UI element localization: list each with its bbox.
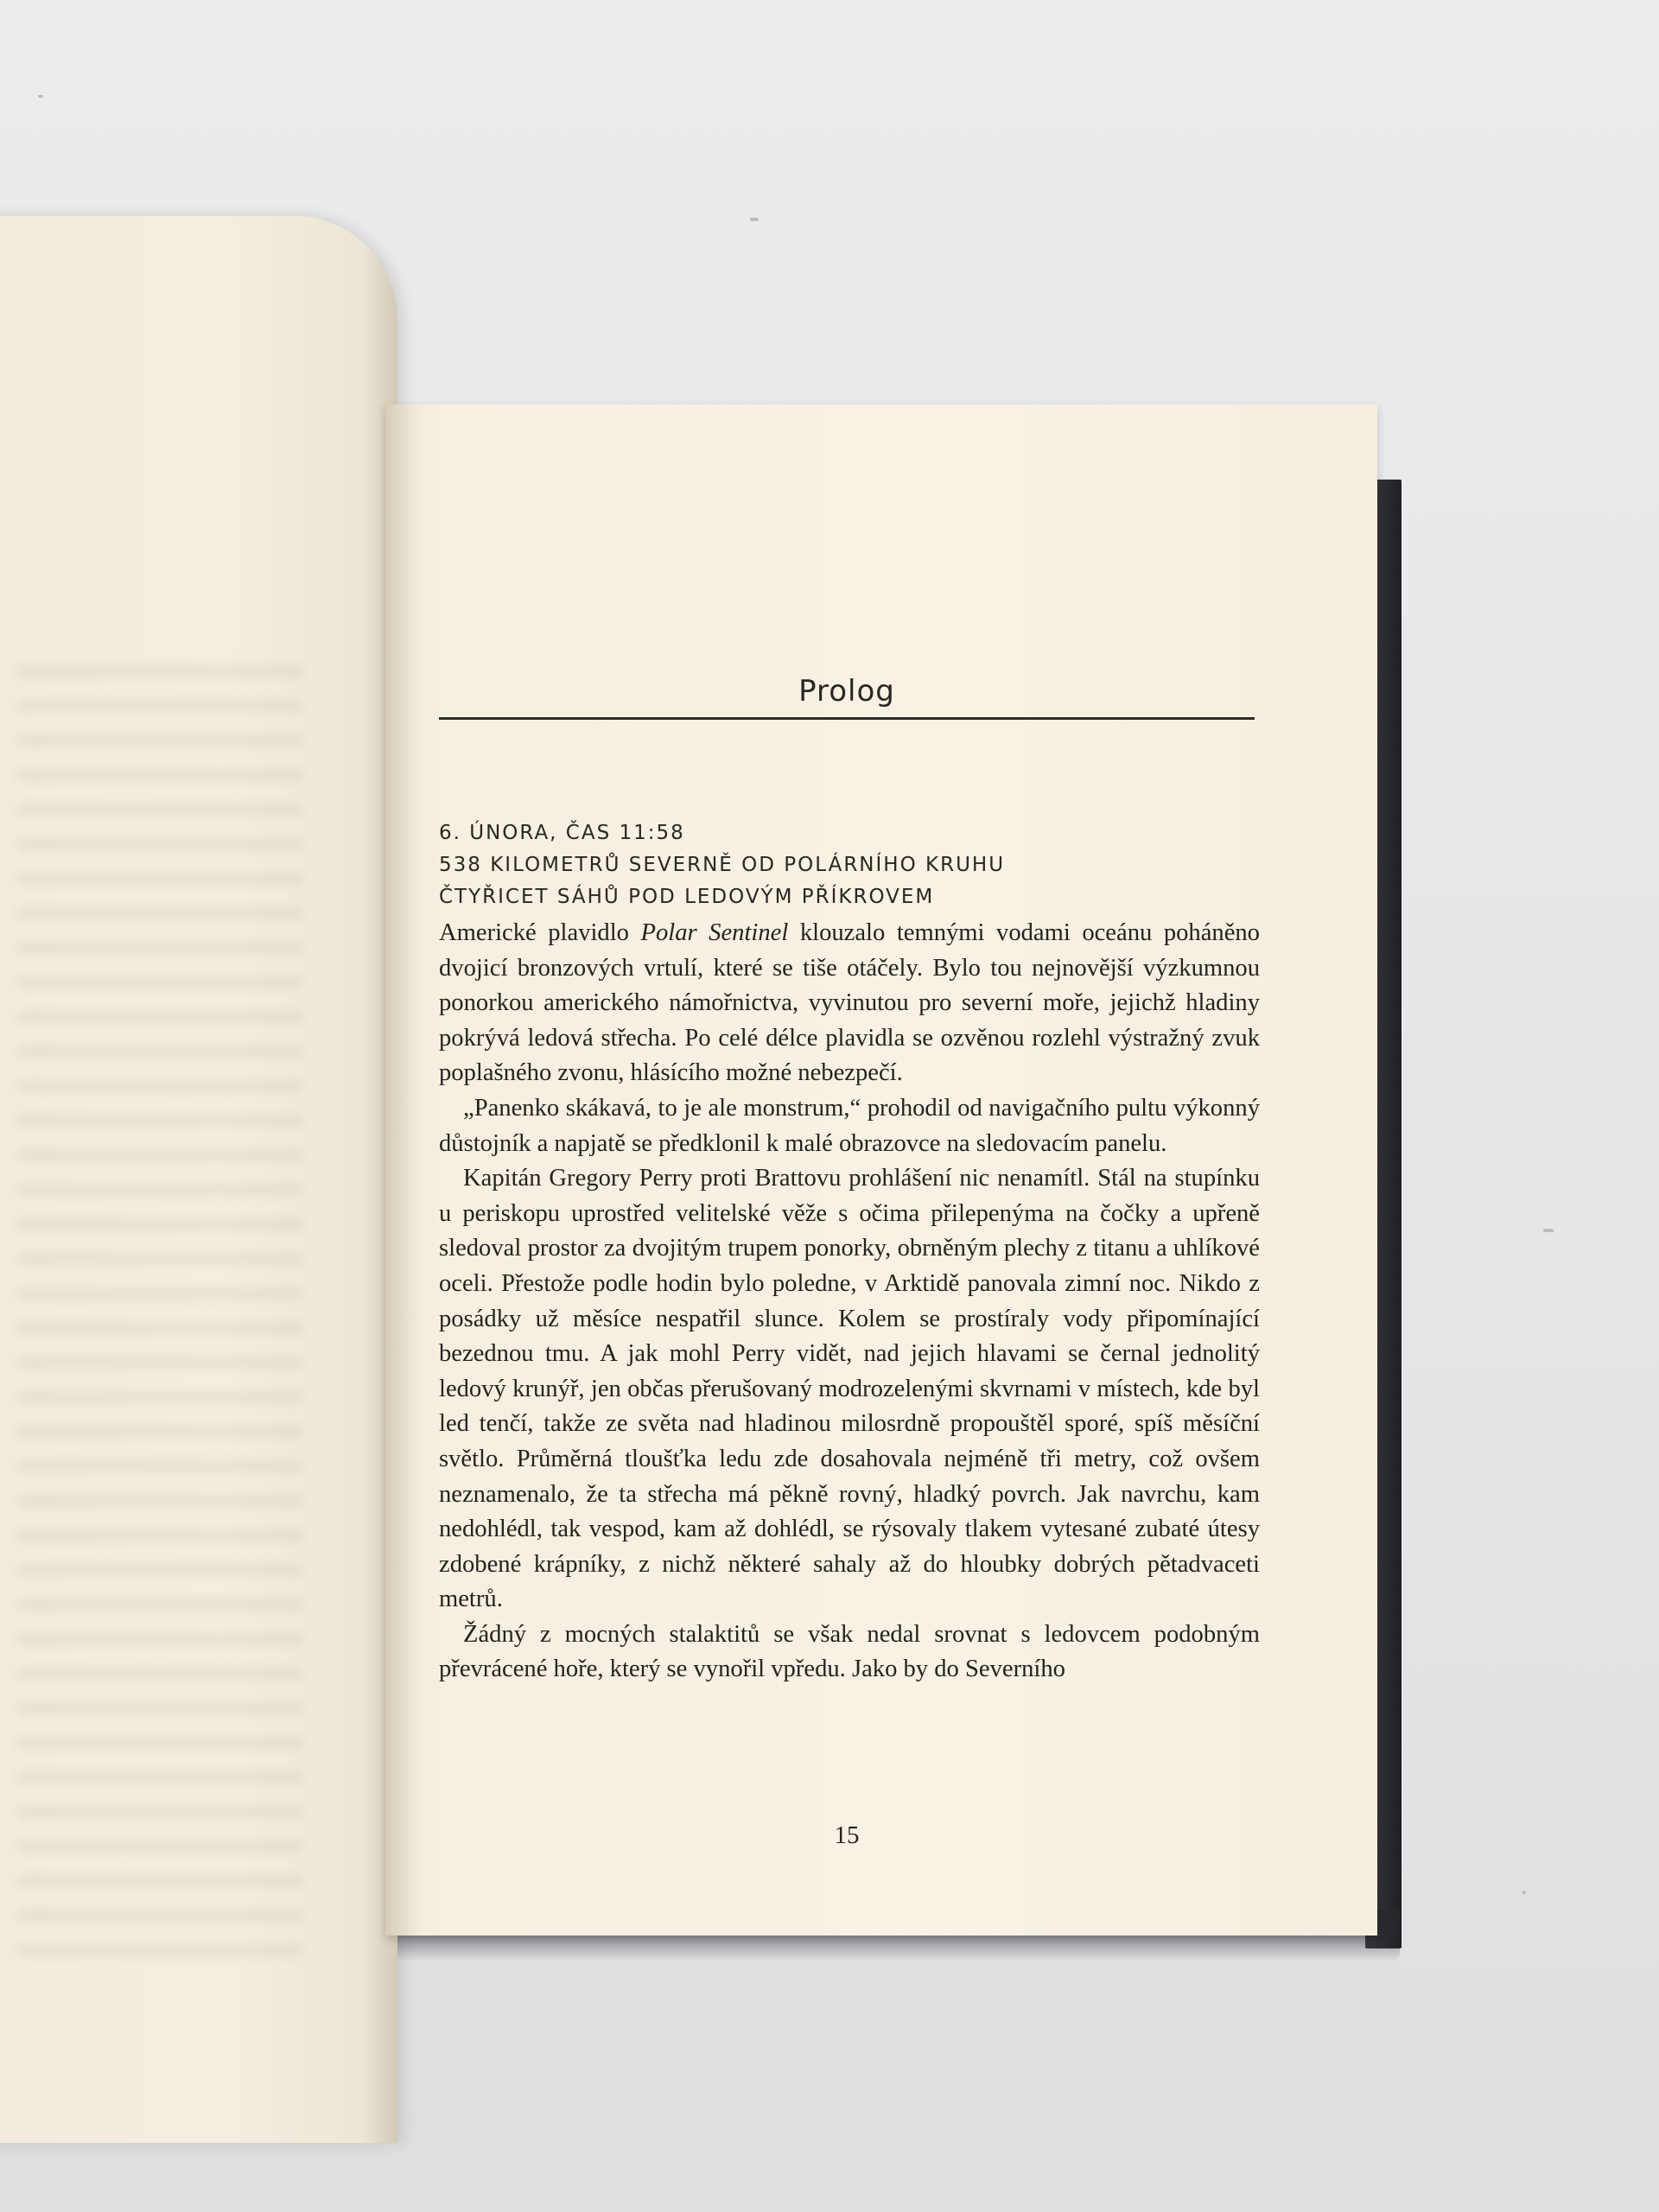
ship-name: Polar Sentinel: [640, 919, 789, 946]
dust-speck: [1543, 1229, 1554, 1232]
scene-header: [439, 817, 1268, 913]
scene-header-depth: ČTYŘICET SÁHŮ POD LEDOVÝM PŘÍKROVEM: [439, 886, 935, 908]
paragraph-4: Žádný z mocných stalaktitů se však nedal srovnat s ledovcem podobným převrácené hoře, který se vynořil vpředu. Jako by do Severního: [439, 1620, 1260, 1683]
paragraph-1-rest: klouzalo temnými vodami oceánu poháněno dvojicí bronzových vrtulí, které se tiše otáčely. Bylo tou nejnovější výzkumnou ponorkou amerického námořnictva, vyvinutou pro severní moře, jejichž hladiny pokrývá ledová střecha. Po celé délce plavidla se ozvěnou rozlehl výstražný zvuk poplašného zvonu, hlásícího možné nebezpečí.: [439, 919, 1260, 1087]
right-page: [385, 404, 1377, 1936]
paragraph-1: [439, 916, 1260, 1091]
dust-speck: [38, 95, 43, 98]
paragraph-2: „Panenko skákavá, to je ale monstrum,“ prohodil od navigačního pultu výkonný důstojník a napjatě se předklonil k malé obrazovce na sledovacím panelu.: [439, 1094, 1260, 1157]
chapter-title: Prolog: [798, 674, 895, 709]
page-number: 15: [834, 1821, 860, 1849]
dust-speck: [1522, 1891, 1526, 1894]
paragraph-1-start: Americké plavidlo: [439, 919, 641, 946]
left-page-blurred-text: [17, 665, 302, 1961]
body-text: [439, 916, 1260, 1688]
dust-speck: [750, 218, 759, 221]
scene-header-location: 538 KILOMETRŮ SEVERNĚ OD POLÁRNÍHO KRUHU: [439, 854, 1006, 876]
title-rule: [439, 717, 1255, 720]
scene-header-date: 6. ÚNORA, ČAS 11:58: [439, 822, 685, 844]
paragraph-3: Kapitán Gregory Perry proti Brattovu prohlášení nic nenamítl. Stál na stupínku u periskopu uprostřed velitelské věže s očima přilepenýma na čočky a upřeně sledoval prostor za dvojitým trupem ponorky, obrněným plechy z titanu a uhlíkové oceli. Přestože podle hodin bylo poledne, v Arktidě panovala zimní noc. Nikdo z posádky už měsíce nespatřil slunce. Kolem se prostíraly vody připomínající bezednou tmu. A jak mohl Perry vidět, nad jejich hlavami se černal jednolitý ledový krunýř, jen občas přerušovaný modrozelenými skvrnami v místech, kde byl led tenčí, takže ze světa nad hladinou milosrdně propouštěl sporé, spíš měsíční světlo. Průměrná tloušťka ledu zde dosahovala nejméně tři metry, což ovšem neznamenalo, že ta střecha má pěkně rovný, hladký povrch. Jak navrchu, kam nedohlédl, tak vespod, kam až dohlédl, se rýsovaly tlakem vytesané zubaté útesy zdobené krápníky, z nichž některé sahaly až do hloubky dobrých pětadvaceti metrů.: [439, 1165, 1260, 1613]
right-page-gutter: [385, 404, 420, 1936]
left-page: [0, 216, 397, 2143]
